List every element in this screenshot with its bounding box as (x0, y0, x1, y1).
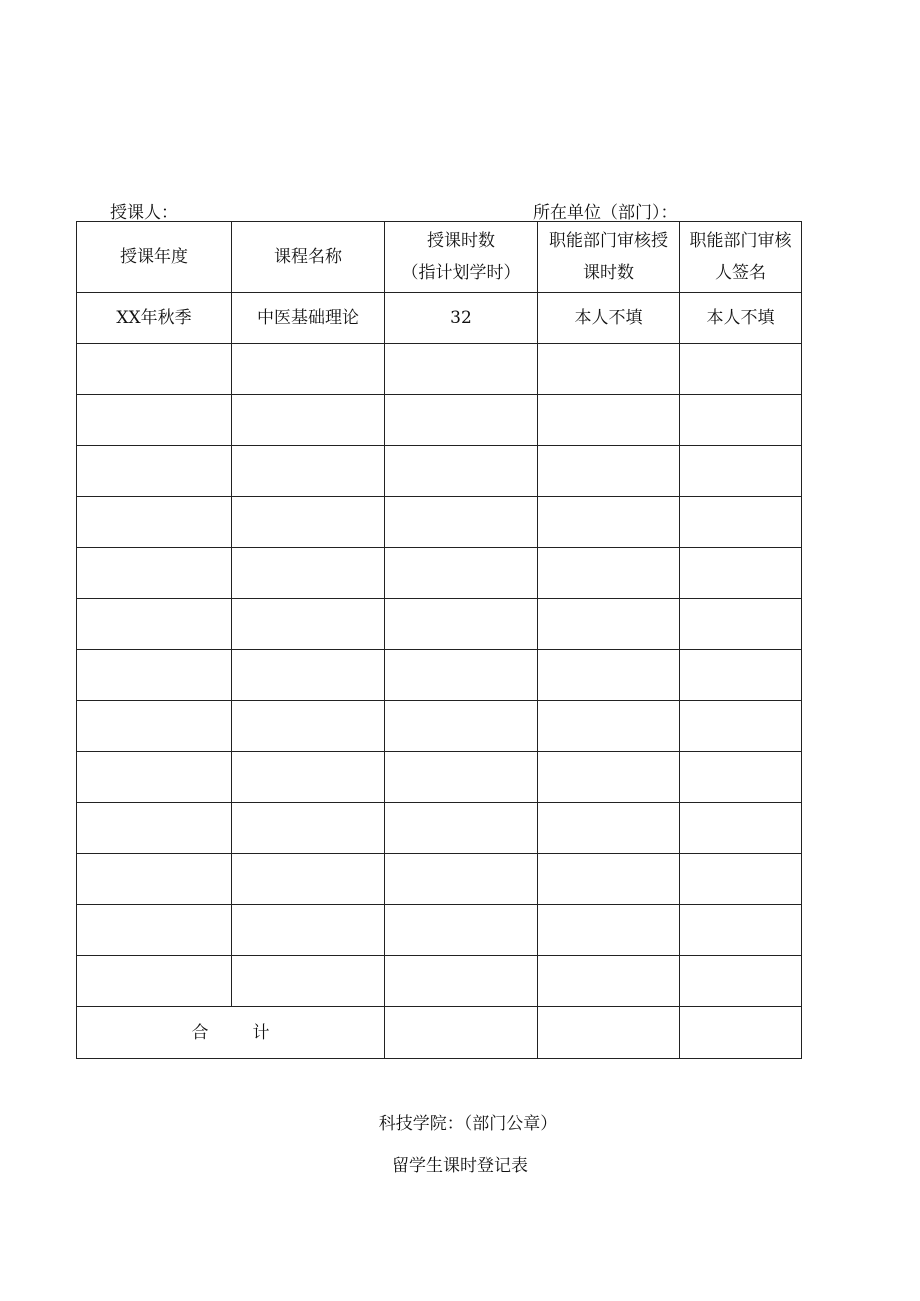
cell-course[interactable] (232, 599, 385, 650)
table-row (77, 497, 802, 548)
table-row (77, 701, 802, 752)
cell-course[interactable] (232, 548, 385, 599)
cell-hours[interactable] (385, 497, 538, 548)
cell-course[interactable] (232, 854, 385, 905)
total-audit-hours-cell[interactable] (538, 1007, 680, 1059)
header-cell-year: 授课年度 (77, 222, 232, 293)
cell-course[interactable] (232, 497, 385, 548)
cell-year[interactable] (77, 650, 232, 701)
cell-hours[interactable] (385, 905, 538, 956)
department-seal-line: 科技学院：（部门公章） (378, 1114, 558, 1134)
cell-audit-signature[interactable] (680, 497, 802, 548)
cell-hours[interactable]: 32 (385, 293, 538, 344)
cell-audit-hours[interactable] (538, 344, 680, 395)
cell-hours[interactable] (385, 752, 538, 803)
cell-audit-hours[interactable] (538, 650, 680, 701)
cell-course[interactable] (232, 344, 385, 395)
cell-course[interactable] (232, 650, 385, 701)
cell-year[interactable] (77, 701, 232, 752)
cell-audit-hours[interactable] (538, 701, 680, 752)
table-row (77, 803, 802, 854)
cell-year[interactable] (77, 854, 232, 905)
cell-audit-hours[interactable] (538, 548, 680, 599)
table-row (77, 599, 802, 650)
cell-hours[interactable] (385, 446, 538, 497)
cell-audit-signature[interactable] (680, 344, 802, 395)
cell-course[interactable] (232, 752, 385, 803)
cell-hours[interactable] (385, 701, 538, 752)
cell-year[interactable] (77, 599, 232, 650)
header-cell-audit-signature: 职能部门审核 人签名 (680, 222, 802, 293)
cell-audit-hours[interactable] (538, 752, 680, 803)
cell-hours[interactable] (385, 344, 538, 395)
cell-course[interactable] (232, 803, 385, 854)
cell-audit-signature[interactable]: 本人不填 (680, 293, 802, 344)
cell-audit-hours[interactable] (538, 446, 680, 497)
total-label-right: 计 (252, 1022, 270, 1043)
table-row-sample (77, 293, 802, 344)
header-labels (0, 198, 920, 222)
cell-audit-signature[interactable] (680, 803, 802, 854)
cell-year[interactable] (77, 803, 232, 854)
cell-audit-hours[interactable] (538, 905, 680, 956)
cell-year[interactable] (77, 395, 232, 446)
cell-audit-hours[interactable] (538, 803, 680, 854)
table-row (77, 395, 802, 446)
cell-audit-signature[interactable] (680, 446, 802, 497)
cell-course[interactable]: 中医基础理论 (232, 293, 385, 344)
cell-hours[interactable] (385, 395, 538, 446)
cell-hours[interactable] (385, 854, 538, 905)
cell-audit-signature[interactable] (680, 548, 802, 599)
cell-course[interactable] (232, 701, 385, 752)
table-row-total (77, 1007, 802, 1059)
header-cell-hours: 授课时数 （指计划学时） (385, 222, 538, 293)
table-row (77, 548, 802, 599)
blank-rows (77, 344, 802, 1007)
cell-year[interactable] (77, 752, 232, 803)
cell-year[interactable] (77, 548, 232, 599)
cell-audit-hours[interactable] (538, 395, 680, 446)
cell-audit-signature[interactable] (680, 752, 802, 803)
cell-audit-signature[interactable] (680, 650, 802, 701)
form-title: 留学生课时登记表 (392, 1156, 528, 1176)
table-row (77, 956, 802, 1007)
cell-audit-hours[interactable]: 本人不填 (538, 293, 680, 344)
unit-label: 所在单位（部门）： (533, 203, 678, 223)
table-row (77, 854, 802, 905)
cell-hours[interactable] (385, 548, 538, 599)
cell-hours[interactable] (385, 956, 538, 1007)
table-row (77, 344, 802, 395)
cell-hours[interactable] (385, 599, 538, 650)
cell-audit-signature[interactable] (680, 956, 802, 1007)
cell-course[interactable] (232, 956, 385, 1007)
table-row (77, 446, 802, 497)
cell-year[interactable] (77, 344, 232, 395)
cell-course[interactable] (232, 446, 385, 497)
header-cell-audit-hours: 职能部门审核授 课时数 (538, 222, 680, 293)
cell-audit-signature[interactable] (680, 854, 802, 905)
cell-audit-signature[interactable] (680, 599, 802, 650)
table-row (77, 905, 802, 956)
table-row (77, 752, 802, 803)
cell-audit-hours[interactable] (538, 956, 680, 1007)
cell-course[interactable] (232, 395, 385, 446)
total-label-cell (77, 1007, 385, 1059)
cell-audit-signature[interactable] (680, 701, 802, 752)
cell-hours[interactable] (385, 803, 538, 854)
cell-course[interactable] (232, 905, 385, 956)
total-signature-cell[interactable] (680, 1007, 802, 1059)
table-header-row (77, 222, 802, 293)
cell-year[interactable] (77, 497, 232, 548)
cell-year[interactable]: XX年秋季 (77, 293, 232, 344)
cell-year[interactable] (77, 956, 232, 1007)
header-cell-course: 课程名称 (232, 222, 385, 293)
teacher-label: 授课人： (110, 203, 178, 223)
cell-year[interactable] (77, 905, 232, 956)
class-hours-table (76, 221, 802, 1059)
cell-audit-signature[interactable] (680, 395, 802, 446)
cell-hours[interactable] (385, 650, 538, 701)
cell-year[interactable] (77, 446, 232, 497)
table-row (77, 650, 802, 701)
total-hours-cell[interactable] (385, 1007, 538, 1059)
cell-audit-hours[interactable] (538, 497, 680, 548)
cell-audit-signature[interactable] (680, 905, 802, 956)
cell-audit-hours[interactable] (538, 599, 680, 650)
cell-audit-hours[interactable] (538, 854, 680, 905)
total-label-left: 合 (191, 1022, 209, 1043)
